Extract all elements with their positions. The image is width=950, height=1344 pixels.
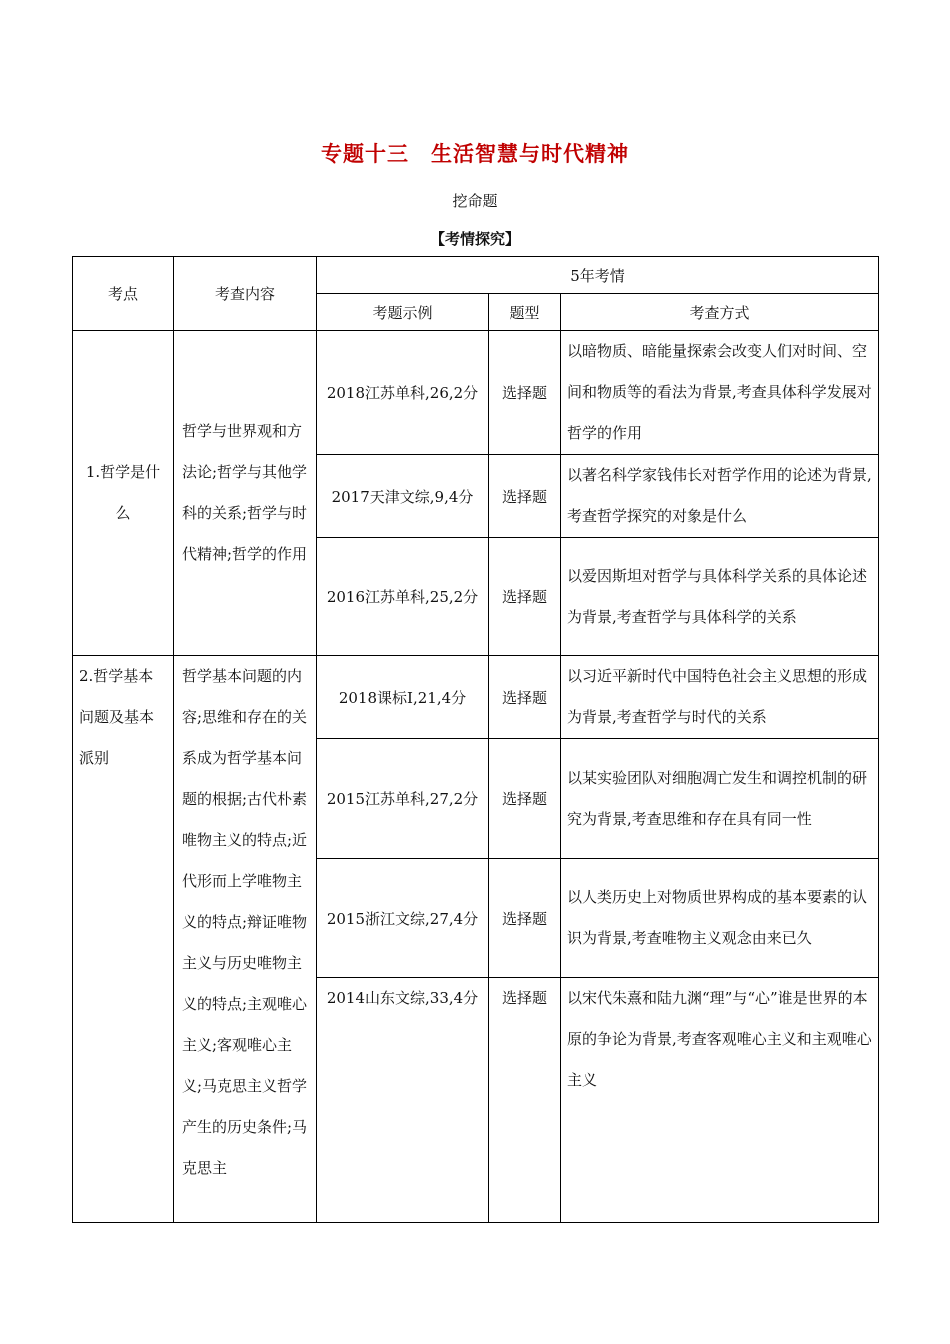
method-cell: 以某实验团队对细胞凋亡发生和调控机制的研究为背景,考查思维和存在具有同一性 <box>561 739 879 859</box>
header-content: 考查内容 <box>174 257 317 331</box>
type-cell: 选择题 <box>489 859 561 978</box>
header-type: 题型 <box>489 294 561 331</box>
example-cell: 2016江苏单科,25,2分 <box>317 538 489 656</box>
exam-analysis-table <box>72 256 879 1223</box>
content-cell: 哲学基本问题的内容;思维和存在的关系成为哲学基本问题的根据;古代朴素唯物主义的特点;近代形而上学唯物主义的特点;辩证唯物主义与历史唯物主义的特点;主观唯心主义;客观唯心主义;马克思主义哲学产生的历史条件;马克思主 <box>174 656 317 1223</box>
example-cell: 2017天津文综,9,4分 <box>317 455 489 538</box>
table-row <box>73 656 879 739</box>
type-cell: 选择题 <box>489 331 561 455</box>
header-example: 考题示例 <box>317 294 489 331</box>
example-cell: 2015浙江文综,27,4分 <box>317 859 489 978</box>
method-cell: 以暗物质、暗能量探索会改变人们对时间、空间和物质等的看法为背景,考查具体科学发展对哲学的作用 <box>561 331 879 455</box>
point-cell: 1.哲学是什么 <box>73 331 174 656</box>
example-cell: 2018江苏单科,26,2分 <box>317 331 489 455</box>
header-point: 考点 <box>73 257 174 331</box>
content-cell: 哲学与世界观和方法论;哲学与其他学科的关系;哲学与时代精神;哲学的作用 <box>174 331 317 656</box>
example-cell: 2014山东文综,33,4分 <box>317 978 489 1223</box>
type-cell: 选择题 <box>489 978 561 1223</box>
method-cell: 以人类历史上对物质世界构成的基本要素的认识为背景,考查唯物主义观念由来已久 <box>561 859 879 978</box>
page-title: 专题十三 生活智慧与时代精神 <box>321 142 629 166</box>
method-cell: 以爱因斯坦对哲学与具体科学关系的具体论述为背景,考查哲学与具体科学的关系 <box>561 538 879 656</box>
type-cell: 选择题 <box>489 538 561 656</box>
type-cell: 选择题 <box>489 455 561 538</box>
method-cell: 以习近平新时代中国特色社会主义思想的形成为背景,考查哲学与时代的关系 <box>561 656 879 739</box>
method-cell: 以著名科学家钱伟长对哲学作用的论述为背景,考查哲学探究的对象是什么 <box>561 455 879 538</box>
header-five-year: 5年考情 <box>317 257 879 294</box>
example-cell: 2015江苏单科,27,2分 <box>317 739 489 859</box>
table-row <box>73 331 879 455</box>
example-cell: 2018课标Ⅰ,21,4分 <box>317 656 489 739</box>
header-method: 考查方式 <box>561 294 879 331</box>
type-cell: 选择题 <box>489 656 561 739</box>
section-heading: 【考情探究】 <box>429 230 520 248</box>
point-cell: 2.哲学基本问题及基本派别 <box>73 656 174 1223</box>
method-cell: 以宋代朱熹和陆九渊“理”与“心”谁是世界的本原的争论为背景,考查客观唯心主义和主观唯心主义 <box>561 978 879 1223</box>
table-header-row <box>73 257 879 294</box>
type-cell: 选择题 <box>489 739 561 859</box>
page-subtitle: 挖命题 <box>452 192 498 210</box>
